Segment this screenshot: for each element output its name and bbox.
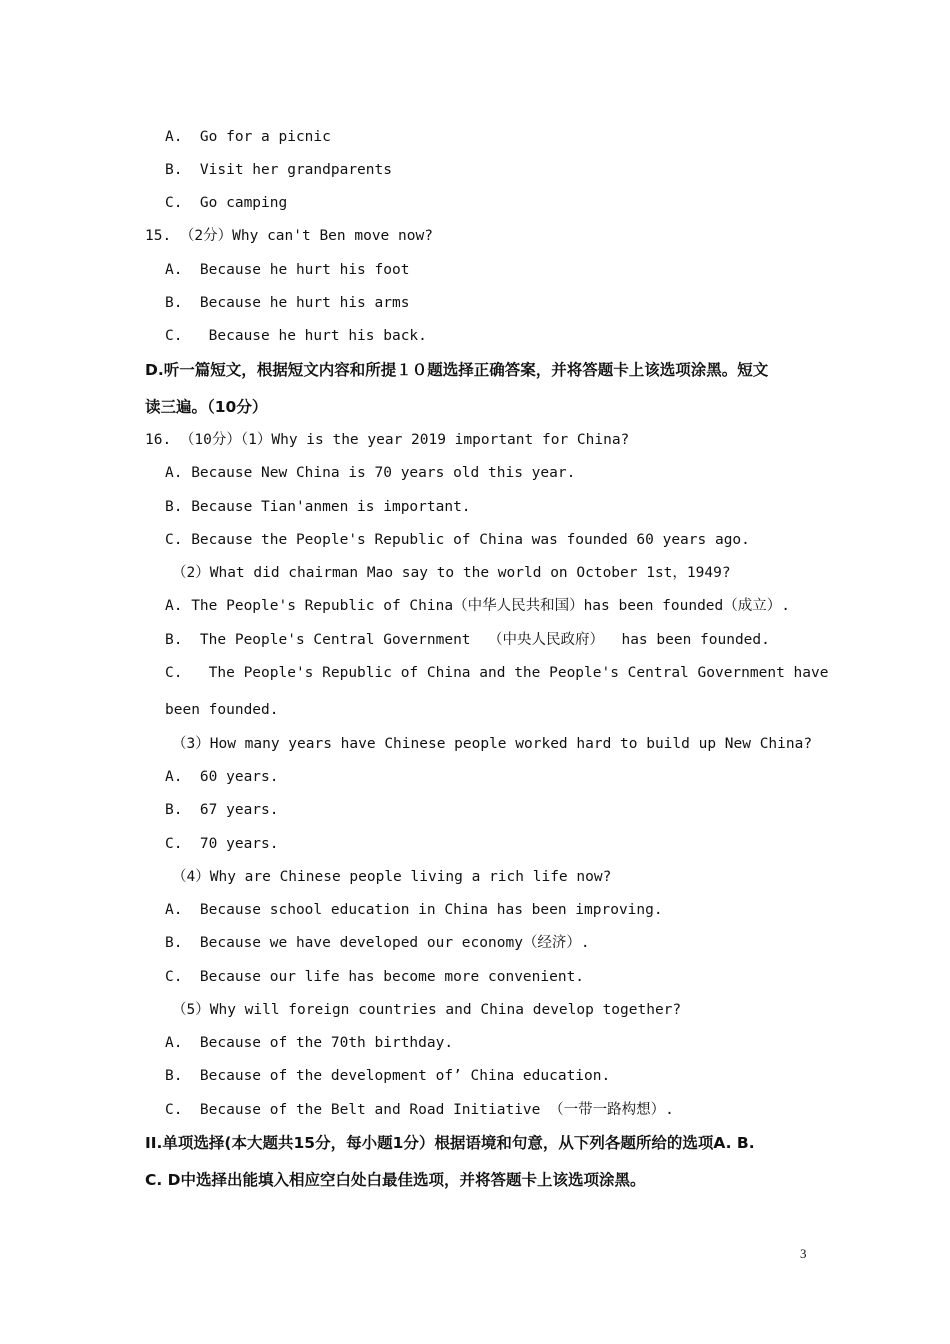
q16-p1-option-c: C. Because the People's Republic of China was founded 60 years ago. xyxy=(165,532,750,548)
q16-p5-option-b: B. Because of the development of’ China education. xyxy=(165,1068,611,1084)
page-number: 3 xyxy=(800,1246,807,1261)
q14-option-c: C. Go camping xyxy=(165,195,288,211)
q16-p4-option-a: A. Because school education in China has been improving. xyxy=(165,902,663,918)
q16-p4-option-c: C. Because our life has become more convenient. xyxy=(165,969,585,985)
q16-p5-option-a: A. Because of the 70th birthday. xyxy=(165,1035,454,1051)
section-d-heading-line1: D.听一篇短文，根据短文内容和所提１０题选择正确答案，并将答题卡上该选项涂黑。短文 xyxy=(145,361,769,379)
q16-p3-option-c: C. 70 years. xyxy=(165,836,279,852)
q16-p4-option-b: B. Because we have developed our economy（经济）. xyxy=(165,935,590,951)
q16-p2-stem: （2）What did chairman Mao say to the world on October 1st，1949? xyxy=(172,565,731,581)
q16-p3-option-b: B. 67 years. xyxy=(165,802,279,818)
q16-p1-option-a: A. Because New China is 70 years old this year. xyxy=(165,465,576,481)
q16-p5-option-c: C. Because of the Belt and Road Initiative （一带一路构想）. xyxy=(165,1102,674,1118)
q15-option-c: C. Because he hurt his back. xyxy=(165,328,427,344)
section-ii-heading-line1: II.单项选择(本大题共15分，每小题1分）根据语境和句意，从下列各题所给的选项A. B. xyxy=(145,1134,755,1152)
q16-p2-option-b: B. The People's Central Government （中央人民政府） has been founded. xyxy=(165,632,770,648)
q15-option-a: A. Because he hurt his foot xyxy=(165,262,410,278)
q15-stem: 15. （2分）Why can't Ben move now? xyxy=(145,228,433,244)
q16-p3-option-a: A. 60 years. xyxy=(165,769,279,785)
q16-p1-option-b: B. Because Tian'anmen is important. xyxy=(165,499,471,515)
q15-option-b: B. Because he hurt his arms xyxy=(165,295,410,311)
q14-option-a: A. Go for a picnic xyxy=(165,129,331,145)
q16-stem: 16. （10分）（1）Why is the year 2019 important for China? xyxy=(145,432,630,448)
section-d-heading-line2: 读三遍。（10分） xyxy=(145,398,268,416)
q16-p2-option-a: A. The People's Republic of China（中华人民共和国）has been founded（成立）. xyxy=(165,598,790,614)
q16-p5-stem: （5）Why will foreign countries and China develop together? xyxy=(172,1002,682,1018)
q16-p2-option-c-cont: been founded. xyxy=(165,702,279,718)
q16-p4-stem: （4）Why are Chinese people living a rich life now? xyxy=(172,869,612,885)
q14-option-b: B. Visit her grandparents xyxy=(165,162,392,178)
q16-p3-stem: （3）How many years have Chinese people worked hard to build up New China? xyxy=(172,736,813,752)
q16-p2-option-c: C. The People's Republic of China and the People's Central Government have xyxy=(165,665,829,681)
section-ii-heading-line2: C. D中选择出能填入相应空白处白最佳选项，并将答题卡上该选项涂黑。 xyxy=(145,1171,646,1189)
